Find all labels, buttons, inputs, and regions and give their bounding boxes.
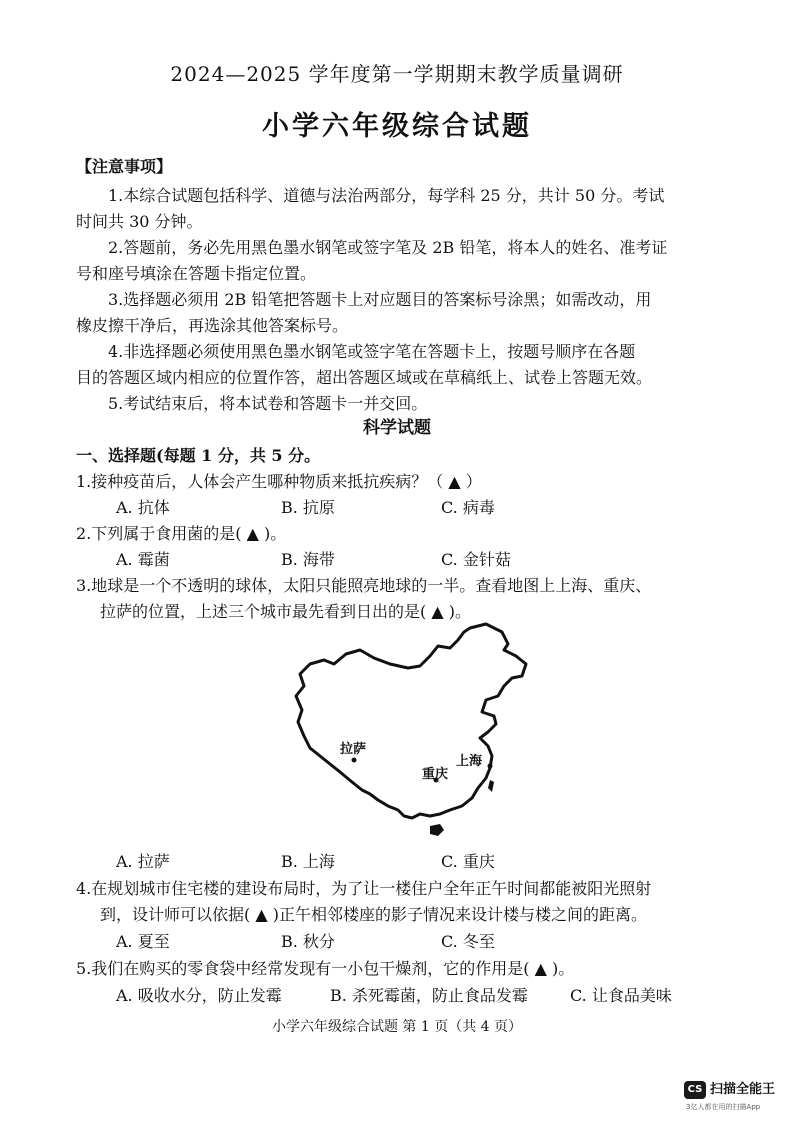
watermark-tagline: 3亿人都在用的扫描App bbox=[686, 1103, 761, 1111]
notice-line: 时间共 30 分钟。 bbox=[76, 212, 203, 231]
question-1-text: 1.接种疫苗后，人体会产生哪种物质来抵抗疾病？（ ▲ ） bbox=[76, 472, 482, 491]
notice-line: 橡皮擦干净后，再选涂其他答案标号。 bbox=[76, 316, 349, 335]
question-3-option-c: C. 重庆 bbox=[441, 852, 495, 871]
camscanner-logo-icon: CS bbox=[684, 1081, 706, 1099]
question-4-option-c: C. 冬至 bbox=[441, 932, 495, 951]
hainan-island bbox=[430, 824, 444, 836]
notice-line: 目的答题区域内相应的位置作答，超出答题区域或在草稿纸上、试卷上答题无效。 bbox=[76, 368, 653, 387]
question-2-option-a: A. 霉菌 bbox=[116, 550, 170, 569]
notice-line: 5.考试结束后，将本试卷和答题卡一并交回。 bbox=[108, 394, 428, 413]
exam-session-title: 2024—2025 学年度第一学期期末教学质量调研 bbox=[170, 62, 624, 86]
question-4-option-b: B. 秋分 bbox=[281, 932, 335, 951]
notice-line: 1.本综合试题包括科学、道德与法治两部分，每学科 25 分，共计 50 分。考试 bbox=[108, 186, 665, 205]
scanner-watermark bbox=[684, 1081, 784, 1121]
question-4-text: 4.在规划城市住宅楼的建设布局时，为了让一楼住户全年正午时间都能被阳光照射 bbox=[76, 879, 652, 898]
city-label-chongqing: 重庆 bbox=[422, 767, 449, 782]
question-3-text-cont: 拉萨的位置，上述三个城市最先看到日出的是( ▲ )。 bbox=[100, 602, 471, 621]
shanghai-dot bbox=[488, 764, 493, 769]
question-3-text: 3.地球是一个不透明的球体，太阳只能照亮地球的一半。查看地图上上海、重庆、 bbox=[76, 576, 652, 595]
question-5-option-c: C. 让食品美味 bbox=[570, 986, 672, 1005]
notice-line: 4.非选择题必须使用黑色墨水钢笔或签字笔在答题卡上，按题号顺序在各题 bbox=[108, 342, 636, 361]
question-2-option-b: B. 海带 bbox=[281, 550, 335, 569]
watermark-app-name: 扫描全能王 bbox=[710, 1082, 776, 1097]
page-footer: 小学六年级综合试题 第 1 页（共 4 页） bbox=[271, 1019, 523, 1035]
question-3-option-a: A. 拉萨 bbox=[116, 852, 170, 871]
question-5-option-a: A. 吸收水分，防止发霉 bbox=[116, 986, 282, 1005]
question-1-option-a: A. 抗体 bbox=[116, 498, 170, 517]
notice-line: 3.选择题必须用 2B 铅笔把答题卡上对应题目的答案标号涂黑；如需改动，用 bbox=[108, 290, 652, 309]
question-1-option-c: C. 病毒 bbox=[441, 498, 495, 517]
page-title: 小学六年级综合试题 bbox=[262, 111, 532, 142]
question-5-option-b: B. 杀死霉菌，防止食品发霉 bbox=[330, 986, 528, 1005]
notice-line: 2.答题前，务必先用黑色墨水钢笔或签字笔及 2B 铅笔，将本人的姓名、准考证 bbox=[108, 238, 668, 257]
section-title: 科学试题 bbox=[363, 418, 431, 438]
city-label-lhasa: 拉萨 bbox=[340, 742, 367, 757]
lhasa-dot bbox=[352, 758, 357, 763]
question-4-option-a: A. 夏至 bbox=[116, 932, 170, 951]
china-map bbox=[290, 620, 530, 850]
taiwan-island bbox=[488, 780, 494, 792]
china-map-outline bbox=[290, 620, 530, 850]
notice-line: 号和座号填涂在答题卡指定位置。 bbox=[76, 264, 317, 283]
question-4-text-cont: 到，设计师可以依据( ▲ )正午相邻楼座的影子情况来设计楼与楼之间的距离。 bbox=[100, 905, 647, 924]
city-label-shanghai: 上海 bbox=[456, 754, 483, 769]
notice-heading: 【注意事项】 bbox=[76, 157, 173, 176]
question-3-option-b: B. 上海 bbox=[281, 852, 335, 871]
question-5-text: 5.我们在购买的零食袋中经常发现有一小包干燥剂，它的作用是( ▲ )。 bbox=[76, 959, 575, 978]
question-2-option-c: C. 金针菇 bbox=[441, 550, 511, 569]
part-heading: 一、选择题(每题 1 分，共 5 分。 bbox=[76, 446, 321, 465]
question-2-text: 2.下列属于食用菌的是( ▲ )。 bbox=[76, 524, 287, 543]
question-1-option-b: B. 抗原 bbox=[281, 498, 335, 517]
